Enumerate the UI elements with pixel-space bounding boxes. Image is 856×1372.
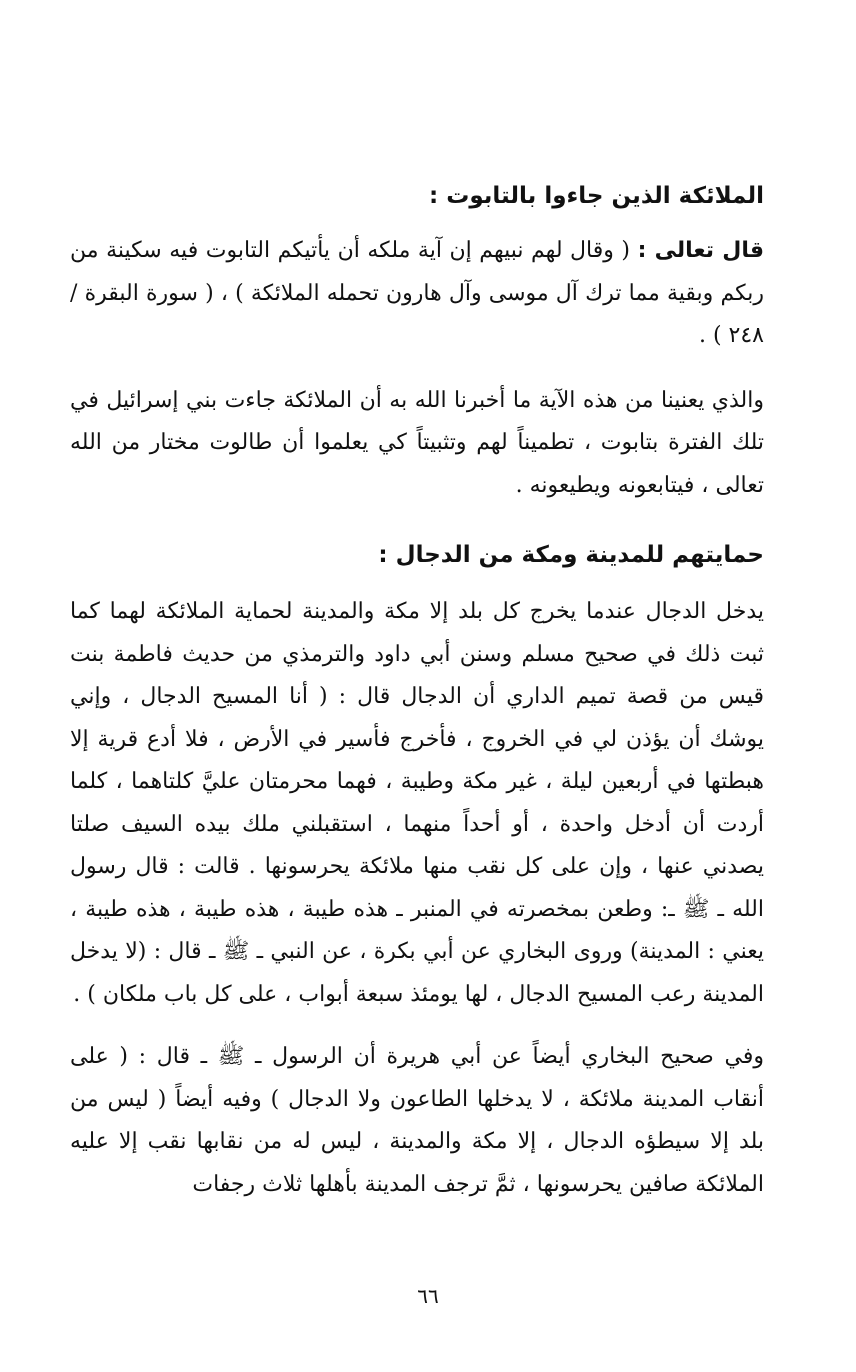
verse-text: ( وقال لهم نبيهم إن آية ملكه أن يأتيكم التابوت فيه سكينة من ربكم وبقية مما ترك آل موسى وآل هارون تحمله الملائكة ) ، ( سورة البقرة / ٢٤٨ ) .	[70, 238, 764, 348]
section-heading-angels-ark: الملائكة الذين جاءوا بالتابوت :	[429, 183, 764, 209]
section-heading-protection-dajjal: حمايتهم للمدينة ومكة من الدجال :	[378, 542, 764, 568]
paragraph-ark-commentary: والذي يعنينا من هذه الآية ما أخبرنا الله به أن الملائكة جاءت بني إسرائيل في تلك الفترة بتابوت ، تطميناً لهم وتثبيتاً كي يعلموا أن طالوت مختار من الله تعالى ، فيتابعونه ويطيعونه .	[70, 387, 764, 498]
paragraph-quran-verse	[70, 230, 764, 358]
paragraph-dajjal-hadith: يدخل الدجال عندما يخرج كل بلد إلا مكة والمدينة لحماية الملائكة لهما كما ثبت ذلك في صحيح مسلم وسنن أبي داود والترمذي من حديث فاطمة بنت قيس من قصة تميم الداري أن الدجال قال : ( أنا المسيح الدجال ، وإني يوشك أن يؤذن لي في الخروج ، فأخرج فأسير في الأرض ، فلا أدع قرية إلا هبطتها في أربعين ليلة ، غير مكة وطيبة ، فهما محرمتان عليَّ كلتاهما ، كلما أردت أن أدخل واحدة ، أو أحداً منهما ، استقبلني ملك بيده السيف صلتا يصدني عنها ، وإن على كل نقب منها ملائكة يحرسونها . قالت : قال رسول الله ـ ﷺ ـ: وطعن بمخصرته في المنبر ـ هذه طيبة ، هذه طيبة ، هذه طيبة ، يعني : المدينة) وروى البخاري عن أبي بكرة ، عن النبي ـ ﷺ ـ قال : (لا يدخل المدينة رعب المسيح الدجال ، لها يومئذ سبعة أبواب ، على كل باب ملكان ) .	[70, 599, 764, 1007]
verse-intro: قال تعالى :	[637, 238, 764, 263]
page-body	[70, 170, 764, 1206]
paragraph-bukhari-hadith: وفي صحيح البخاري أيضاً عن أبي هريرة أن الرسول ـ ﷺ ـ قال : ( على أنقاب المدينة ملائكة ، لا يدخلها الطاعون ولا الدجال ) وفيه أيضاً ( ليس من بلد إلا سيطؤه الدجال ، إلا مكة والمدينة ، ليس له من نقابها نقب إلا عليه الملائكة صافين يحرسونها ، ثمَّ ترجف المدينة بأهلها ثلاث رجفات	[70, 1044, 764, 1197]
page-number: ٦٦	[417, 1284, 439, 1308]
